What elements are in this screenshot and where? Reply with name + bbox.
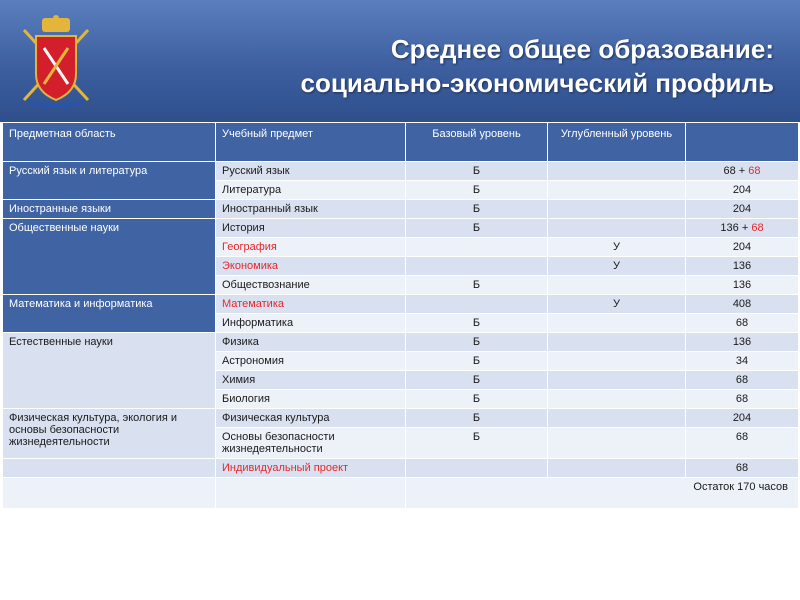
hours-cell: 136: [686, 257, 799, 276]
remainder-row: [3, 478, 799, 509]
title-line-2: социально-экономический профиль: [300, 68, 774, 98]
table-row: [3, 295, 799, 314]
basic-level-cell: [406, 459, 548, 478]
header-advanced-level: Углубленный уровень: [548, 123, 686, 162]
basic-level-cell: Б: [406, 333, 548, 352]
table-row: [3, 200, 799, 219]
remainder-hours: Остаток 170 часов: [406, 478, 799, 509]
curriculum-table: [2, 122, 799, 509]
basic-level-cell: Б: [406, 219, 548, 238]
hours-extra-value: 68: [748, 165, 761, 177]
basic-level-cell: [406, 295, 548, 314]
subject-cell: Иностранный язык: [216, 200, 406, 219]
basic-level-cell: Б: [406, 181, 548, 200]
hours-cell: 68: [686, 459, 799, 478]
subject-cell: Обществознание: [216, 276, 406, 295]
advanced-level-cell: [548, 459, 686, 478]
advanced-level-cell: [548, 276, 686, 295]
header-subject: Учебный предмет: [216, 123, 406, 162]
subject-cell: Математика: [216, 295, 406, 314]
advanced-level-cell: [548, 390, 686, 409]
advanced-level-cell: [548, 371, 686, 390]
advanced-level-cell: [548, 219, 686, 238]
hours-extra-value: 68: [751, 222, 764, 234]
header-subject-area: Предметная область: [3, 123, 216, 162]
subject-cell: Русский язык: [216, 162, 406, 181]
hours-cell: 136: [686, 276, 799, 295]
basic-level-cell: Б: [406, 352, 548, 371]
advanced-level-cell: [548, 428, 686, 459]
basic-level-cell: Б: [406, 276, 548, 295]
header-basic-level: Базовый уровень: [406, 123, 548, 162]
subject-area-cell: Физическая культура, экология и основы безопасности жизнедеятельности: [3, 409, 216, 459]
subject-cell: Физика: [216, 333, 406, 352]
table-row: [3, 219, 799, 238]
subject-cell: Информатика: [216, 314, 406, 333]
subject-cell: Индивидуальный проект: [216, 459, 406, 478]
basic-level-cell: Б: [406, 409, 548, 428]
hours-cell: 68: [686, 371, 799, 390]
title-line-1: Среднее общее образование:: [390, 34, 774, 64]
advanced-level-cell: У: [548, 295, 686, 314]
table-header-row: [3, 123, 799, 162]
subject-cell: История: [216, 219, 406, 238]
subject-cell: Литература: [216, 181, 406, 200]
subject-area-cell: Общественные науки: [3, 219, 216, 295]
hours-cell: 68: [686, 390, 799, 409]
st-petersburg-coat-of-arms-icon: [14, 14, 98, 110]
subject-area-cell: Иностранные языки: [3, 200, 216, 219]
advanced-level-cell: У: [548, 238, 686, 257]
basic-level-cell: [406, 257, 548, 276]
table-row: [3, 162, 799, 181]
advanced-level-cell: У: [548, 257, 686, 276]
subject-area-cell: Русский язык и литература: [3, 162, 216, 200]
hours-cell: 408: [686, 295, 799, 314]
subject-cell: Астрономия: [216, 352, 406, 371]
empty-cell: [3, 478, 216, 509]
hours-cell: [686, 162, 799, 181]
basic-level-cell: [406, 238, 548, 257]
hours-cell: 68: [686, 428, 799, 459]
subject-area-cell: Математика и информатика: [3, 295, 216, 333]
basic-level-cell: Б: [406, 314, 548, 333]
hours-cell: 204: [686, 200, 799, 219]
advanced-level-cell: [548, 352, 686, 371]
advanced-level-cell: [548, 314, 686, 333]
basic-level-cell: Б: [406, 162, 548, 181]
hours-cell: 204: [686, 409, 799, 428]
advanced-level-cell: [548, 409, 686, 428]
header-hours: [686, 123, 799, 162]
basic-level-cell: Б: [406, 390, 548, 409]
hours-cell: 34: [686, 352, 799, 371]
subject-cell: Экономика: [216, 257, 406, 276]
advanced-level-cell: [548, 162, 686, 181]
advanced-level-cell: [548, 200, 686, 219]
subject-cell: Химия: [216, 371, 406, 390]
table-row: [3, 333, 799, 352]
table-row: [3, 409, 799, 428]
basic-level-cell: Б: [406, 428, 548, 459]
hours-value: 136 +: [720, 222, 749, 234]
hours-cell: 136: [686, 333, 799, 352]
subject-cell: Биология: [216, 390, 406, 409]
advanced-level-cell: [548, 333, 686, 352]
subject-cell: География: [216, 238, 406, 257]
empty-cell: [216, 478, 406, 509]
hours-cell: 68: [686, 314, 799, 333]
hours-cell: 204: [686, 181, 799, 200]
subject-cell: Физическая культура: [216, 409, 406, 428]
subject-area-cell: [3, 459, 216, 478]
basic-level-cell: Б: [406, 371, 548, 390]
advanced-level-cell: [548, 181, 686, 200]
header-banner: [0, 0, 800, 122]
hours-cell: [686, 219, 799, 238]
basic-level-cell: Б: [406, 200, 548, 219]
hours-cell: 204: [686, 238, 799, 257]
subject-area-cell: Естественные науки: [3, 333, 216, 409]
subject-cell: Основы безопасности жизнедеятельности: [216, 428, 406, 459]
page-title: [214, 32, 774, 100]
hours-value: 68 +: [723, 165, 746, 177]
table-row: [3, 459, 799, 478]
